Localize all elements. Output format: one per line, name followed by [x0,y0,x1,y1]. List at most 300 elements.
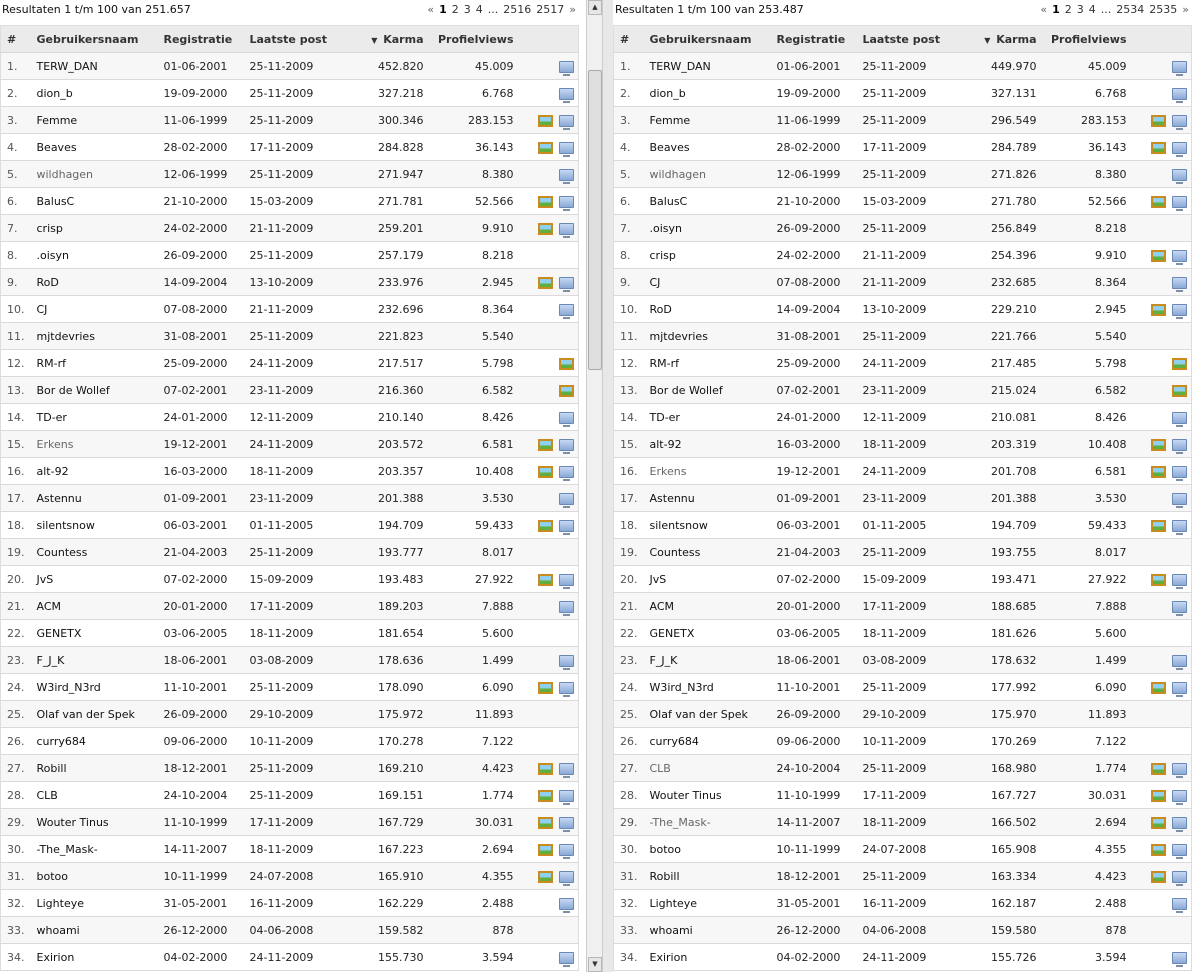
col-karma-header[interactable] [344,26,430,53]
col-last-post-header[interactable] [857,26,957,53]
username-link[interactable]: CLB [649,761,671,775]
computer-icon[interactable] [1172,682,1187,694]
icons-cell [1133,215,1192,242]
icons-cell [520,296,579,323]
karma-cell: 300.346 [344,107,430,134]
username-link[interactable]: mjtdevries [649,329,708,343]
username-link[interactable]: GENETX [649,626,695,640]
computer-icon[interactable] [559,655,574,667]
photo-icon[interactable] [1172,358,1187,370]
username-link[interactable]: dion_b [36,86,73,100]
username-link[interactable]: Astennu [649,491,695,505]
username-link[interactable]: RM-rf [649,356,679,370]
registration-cell: 19-12-2001 [771,458,857,485]
computer-icon[interactable] [559,88,574,100]
username-link[interactable]: Beaves [649,140,690,154]
computer-icon[interactable] [1172,493,1187,505]
photo-icon[interactable] [1151,196,1166,208]
computer-icon[interactable] [1172,88,1187,100]
computer-icon[interactable] [559,682,574,694]
karma-cell: 203.357 [344,458,430,485]
page-link-3[interactable]: 3 [1076,3,1084,16]
icons-cell [520,242,579,269]
table-row [1,242,579,269]
last-post-cell: 29-10-2009 [857,701,957,728]
computer-icon[interactable] [559,61,574,73]
karma-cell: 168.980 [957,755,1043,782]
page-link-2517[interactable]: 2517 [536,3,565,16]
username-link[interactable]: Robill [649,869,680,883]
username-link[interactable]: Bor de Wollef [649,383,723,397]
col-icons-header [520,26,579,53]
computer-icon[interactable] [559,817,574,829]
computer-icon[interactable] [559,115,574,127]
username-link[interactable]: Olaf van der Spek [649,707,748,721]
registration-cell: 12-06-1999 [158,161,244,188]
photo-icon[interactable] [1151,682,1166,694]
last-post-cell: 25-11-2009 [244,323,344,350]
username-link[interactable]: Countess [649,545,701,559]
profile-views-cell: 30.031 [430,809,520,836]
username-link[interactable]: CJ [649,275,661,289]
username-link[interactable]: wildhagen [36,167,94,181]
col-username-header[interactable] [31,26,158,53]
last-post-cell: 18-11-2009 [857,809,957,836]
icons-cell [1133,485,1192,512]
icons-cell [1133,728,1192,755]
username-link[interactable]: CJ [36,302,48,316]
computer-icon[interactable] [1172,277,1187,289]
table-row [1,350,579,377]
username-link[interactable]: Exirion [649,950,688,964]
username-cell [644,404,771,431]
username-cell [644,620,771,647]
username-link[interactable]: CLB [36,788,58,802]
photo-icon[interactable] [1151,817,1166,829]
last-post-cell: 24-11-2009 [857,350,957,377]
last-post-cell: 23-11-2009 [857,377,957,404]
photo-icon[interactable] [1172,385,1187,397]
last-post-cell: 15-03-2009 [857,188,957,215]
computer-icon[interactable] [559,790,574,802]
username-link[interactable]: RoD [649,302,672,316]
username-cell [644,269,771,296]
table-row [1,269,579,296]
photo-icon[interactable] [538,196,553,208]
username-link[interactable]: RoD [36,275,59,289]
page-link-2[interactable]: 2 [451,3,459,16]
username-link[interactable]: wildhagen [649,167,707,181]
photo-icon[interactable] [538,520,553,532]
username-link[interactable]: TD-er [649,410,680,424]
profile-views-cell: 7.888 [430,593,520,620]
username-link[interactable]: ACM [36,599,62,613]
icons-cell [520,863,579,890]
computer-icon[interactable] [559,763,574,775]
karma-cell: 178.636 [344,647,430,674]
computer-icon[interactable] [1172,196,1187,208]
karma-cell: 232.685 [957,269,1043,296]
username-link[interactable]: -The_Mask- [36,842,98,856]
rank-cell: 30. [1,836,31,863]
rank-cell: 14. [1,404,31,431]
icons-cell [1133,917,1192,944]
registration-cell: 20-01-2000 [771,593,857,620]
registration-cell: 21-04-2003 [771,539,857,566]
rank-cell: 8. [614,242,644,269]
photo-icon[interactable] [538,682,553,694]
icons-cell [1133,188,1192,215]
computer-icon[interactable] [559,196,574,208]
page-link-2[interactable]: 2 [1064,3,1072,16]
icons-cell [1133,620,1192,647]
computer-icon[interactable] [1172,250,1187,262]
photo-icon[interactable] [538,142,553,154]
computer-icon[interactable] [1172,304,1187,316]
photo-icon[interactable] [1151,466,1166,478]
username-cell [31,917,158,944]
username-link[interactable]: Astennu [36,491,82,505]
username-link[interactable]: BalusC [649,194,688,208]
username-link[interactable]: curry684 [649,734,699,748]
username-link[interactable]: BalusC [36,194,75,208]
profile-views-cell: 5.798 [1043,350,1133,377]
table-row [614,620,1192,647]
photo-icon[interactable] [538,277,553,289]
username-link[interactable]: crisp [36,221,63,235]
username-link[interactable]: TERW_DAN [649,59,711,73]
karma-cell: 178.090 [344,674,430,701]
username-link[interactable]: .oisyn [649,221,682,235]
computer-icon[interactable] [1172,520,1187,532]
computer-icon[interactable] [559,304,574,316]
computer-icon[interactable] [1172,655,1187,667]
col-karma-header[interactable] [957,26,1043,53]
col-username-label: Gebruikersnaam [36,32,139,46]
username-link[interactable]: -The_Mask- [649,815,711,829]
last-post-cell: 25-11-2009 [857,539,957,566]
computer-icon[interactable] [559,601,574,613]
username-link[interactable]: ACM [649,599,675,613]
col-registration-header[interactable] [158,26,244,53]
icons-cell [520,728,579,755]
photo-icon[interactable] [538,466,553,478]
page-link-2534[interactable]: 2534 [1116,3,1145,16]
username-link[interactable]: JvS [36,572,54,586]
registration-cell: 19-09-2000 [158,80,244,107]
computer-icon[interactable] [559,520,574,532]
photo-icon[interactable] [538,871,553,883]
computer-icon[interactable] [1172,142,1187,154]
page-link-2535[interactable]: 2535 [1149,3,1178,16]
last-post-cell: 25-11-2009 [857,674,957,701]
computer-icon[interactable] [1172,844,1187,856]
page-link-1[interactable]: 1 [1052,3,1060,16]
username-link[interactable]: GENETX [36,626,82,640]
computer-icon[interactable] [1172,412,1187,424]
col-registration-header[interactable] [771,26,857,53]
photo-icon[interactable] [1151,763,1166,775]
prev-page-link[interactable]: « [1040,3,1048,16]
photo-icon[interactable] [1151,574,1166,586]
col-profile-views-label: Profielviews [437,32,514,46]
col-profile-views-header[interactable] [1043,26,1133,53]
registration-cell: 21-04-2003 [158,539,244,566]
username-link[interactable]: Wouter Tinus [36,815,109,829]
username-cell [31,458,158,485]
computer-icon[interactable] [559,493,574,505]
username-link[interactable]: TERW_DAN [36,59,98,73]
table-row [614,215,1192,242]
karma-cell: 271.947 [344,161,430,188]
karma-cell: 167.223 [344,836,430,863]
username-link[interactable]: botoo [36,869,68,883]
profile-views-cell: 52.566 [1043,188,1133,215]
karma-cell: 166.502 [957,809,1043,836]
username-cell [644,458,771,485]
computer-icon[interactable] [1172,898,1187,910]
computer-icon[interactable] [1172,439,1187,451]
computer-icon[interactable] [559,439,574,451]
icons-cell [520,485,579,512]
last-post-cell: 25-11-2009 [244,755,344,782]
rank-cell: 20. [1,566,31,593]
karma-cell: 162.229 [344,890,430,917]
photo-icon[interactable] [538,574,553,586]
col-registration-label: Registratie [163,32,233,46]
username-link[interactable]: whoami [649,923,693,937]
col-profile-views-header[interactable] [430,26,520,53]
col-rank-label: # [7,32,17,46]
icons-cell [520,701,579,728]
photo-icon[interactable] [1151,250,1166,262]
photo-icon[interactable] [1151,115,1166,127]
computer-icon[interactable] [1172,601,1187,613]
rank-cell: 4. [1,134,31,161]
username-link[interactable]: Wouter Tinus [649,788,722,802]
username-link[interactable]: Lighteye [649,896,697,910]
computer-icon[interactable] [559,277,574,289]
table-row [1,917,579,944]
computer-icon[interactable] [559,952,574,964]
scroll-up-button[interactable]: ▲ [588,0,602,15]
page-link-4[interactable]: 4 [1088,3,1096,16]
col-rank-header[interactable] [1,26,31,53]
computer-icon[interactable] [1172,61,1187,73]
registration-cell: 09-06-2000 [771,728,857,755]
profile-views-cell: 1.774 [430,782,520,809]
scroll-down-button[interactable]: ▼ [588,957,602,972]
table-row [614,242,1192,269]
username-cell [644,512,771,539]
profile-views-cell: 283.153 [1043,107,1133,134]
username-cell [644,944,771,971]
computer-icon[interactable] [1172,817,1187,829]
last-post-cell: 23-11-2009 [244,485,344,512]
username-cell [644,863,771,890]
page-link-1[interactable]: 1 [439,3,447,16]
photo-icon[interactable] [538,844,553,856]
page-link-3[interactable]: 3 [463,3,471,16]
computer-icon[interactable] [559,412,574,424]
computer-icon[interactable] [559,844,574,856]
username-link[interactable]: F_J_K [36,653,65,667]
username-link[interactable]: whoami [36,923,80,937]
last-post-cell: 21-11-2009 [244,296,344,323]
username-link[interactable]: F_J_K [649,653,678,667]
karma-cell: 193.471 [957,566,1043,593]
registration-cell: 12-06-1999 [771,161,857,188]
username-link[interactable]: silentsnow [649,518,708,532]
pane-splitter[interactable] [603,0,613,972]
username-link[interactable]: W3ird_N3rd [649,680,714,694]
computer-icon[interactable] [1172,574,1187,586]
username-link[interactable]: TD-er [36,410,67,424]
karma-cell: 221.766 [957,323,1043,350]
last-post-cell: 25-11-2009 [244,539,344,566]
username-link[interactable]: Bor de Wollef [36,383,110,397]
header-row [1,26,579,53]
username-link[interactable]: RM-rf [36,356,66,370]
icons-cell [520,161,579,188]
photo-icon[interactable] [1151,844,1166,856]
username-link[interactable]: Femme [36,113,78,127]
vertical-scrollbar[interactable] [586,0,603,972]
username-link[interactable]: alt-92 [649,437,682,451]
username-link[interactable]: dion_b [649,86,686,100]
icons-cell [520,512,579,539]
username-link[interactable]: Erkens [649,464,687,478]
username-cell [644,890,771,917]
photo-icon[interactable] [1151,520,1166,532]
table-row [1,296,579,323]
computer-icon[interactable] [559,898,574,910]
photo-icon[interactable] [1151,871,1166,883]
photo-icon[interactable] [1151,304,1166,316]
next-page-link[interactable]: » [1182,3,1189,16]
last-post-cell: 25-11-2009 [244,80,344,107]
username-link[interactable]: Femme [649,113,691,127]
username-cell [31,782,158,809]
computer-icon[interactable] [1172,466,1187,478]
computer-icon[interactable] [1172,871,1187,883]
table-row [614,836,1192,863]
scroll-thumb[interactable] [588,70,602,370]
username-link[interactable]: .oisyn [36,248,69,262]
username-link[interactable]: curry684 [36,734,86,748]
username-link[interactable]: JvS [649,572,667,586]
username-link[interactable]: Olaf van der Spek [36,707,135,721]
last-post-cell: 24-11-2009 [244,350,344,377]
username-link[interactable]: Beaves [36,140,77,154]
prev-page-link[interactable]: « [427,3,435,16]
username-link[interactable]: mjtdevries [36,329,95,343]
photo-icon[interactable] [559,358,574,370]
computer-icon[interactable] [559,466,574,478]
username-link[interactable]: silentsnow [36,518,95,532]
username-link[interactable]: Robill [36,761,67,775]
photo-icon[interactable] [1151,439,1166,451]
username-link[interactable]: botoo [649,842,681,856]
photo-icon[interactable] [559,385,574,397]
photo-icon[interactable] [538,790,553,802]
photo-icon[interactable] [1151,790,1166,802]
next-page-link[interactable]: » [569,3,576,16]
computer-icon[interactable] [559,223,574,235]
username-cell [644,350,771,377]
pagination [1040,1,1189,19]
computer-icon[interactable] [559,142,574,154]
computer-icon[interactable] [1172,763,1187,775]
username-link[interactable]: alt-92 [36,464,69,478]
profile-views-cell: 6.768 [1043,80,1133,107]
rank-cell: 9. [1,269,31,296]
username-link[interactable]: W3ird_N3rd [36,680,101,694]
computer-icon[interactable] [559,871,574,883]
registration-cell: 14-09-2004 [158,269,244,296]
photo-icon[interactable] [538,439,553,451]
photo-icon[interactable] [1151,142,1166,154]
karma-cell: 217.517 [344,350,430,377]
photo-icon[interactable] [538,223,553,235]
username-link[interactable]: Exirion [36,950,75,964]
page-link-2516[interactable]: 2516 [503,3,532,16]
page-link-4[interactable]: 4 [475,3,483,16]
table-row [614,701,1192,728]
photo-icon[interactable] [538,817,553,829]
table-row [1,620,579,647]
username-cell [31,890,158,917]
rank-cell: 24. [614,674,644,701]
profile-views-cell: 8.017 [1043,539,1133,566]
table-row [1,80,579,107]
username-cell [31,944,158,971]
photo-icon[interactable] [538,763,553,775]
last-post-cell: 15-09-2009 [244,566,344,593]
col-last-post-header[interactable] [244,26,344,53]
last-post-cell: 17-11-2009 [244,809,344,836]
computer-icon[interactable] [1172,115,1187,127]
username-cell [644,782,771,809]
karma-cell: 233.976 [344,269,430,296]
last-post-cell: 12-11-2009 [857,404,957,431]
rank-cell: 9. [614,269,644,296]
col-rank-header[interactable] [614,26,644,53]
rank-cell: 21. [614,593,644,620]
username-link[interactable]: Countess [36,545,88,559]
username-link[interactable]: crisp [649,248,676,262]
karma-cell: 170.269 [957,728,1043,755]
computer-icon[interactable] [1172,169,1187,181]
username-link[interactable]: Lighteye [36,896,84,910]
computer-icon[interactable] [559,574,574,586]
profile-views-cell: 4.423 [430,755,520,782]
username-cell [644,674,771,701]
computer-icon[interactable] [1172,952,1187,964]
photo-icon[interactable] [538,115,553,127]
username-link[interactable]: Erkens [36,437,74,451]
profile-views-cell: 8.380 [1043,161,1133,188]
registration-cell: 19-09-2000 [771,80,857,107]
rank-cell: 29. [1,809,31,836]
computer-icon[interactable] [1172,790,1187,802]
registration-cell: 31-05-2001 [771,890,857,917]
profile-views-cell: 8.426 [430,404,520,431]
icons-cell [1133,593,1192,620]
computer-icon[interactable] [559,169,574,181]
table-row [1,863,579,890]
col-username-header[interactable] [644,26,771,53]
